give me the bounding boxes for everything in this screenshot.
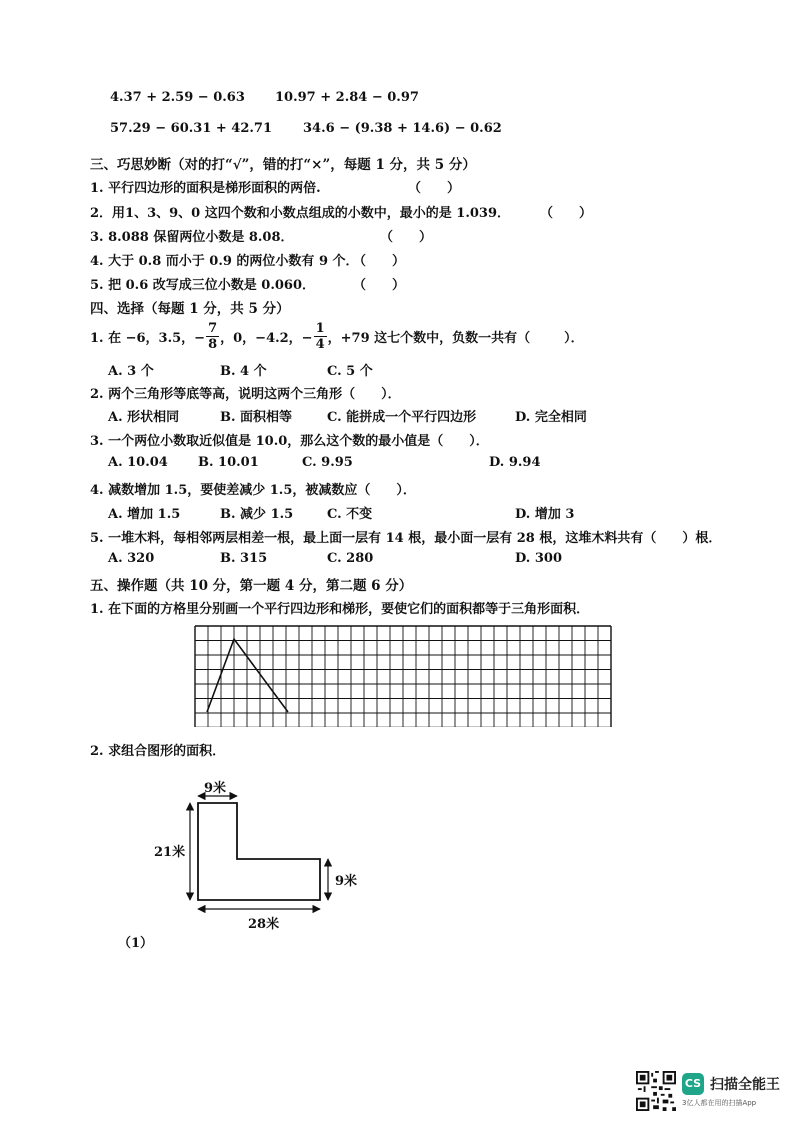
s4-question-3: 3. 一个两位小数取近似值是 10.0，那么这个数的最小值是（ ）． xyxy=(90,434,489,449)
s4-q3-option-b[interactable]: B. 10.01 xyxy=(198,455,259,470)
section-4-title: 四、选择（每题 1 分，共 5 分） xyxy=(90,301,290,317)
s4-q1-middle: ，0，−4.2，− xyxy=(220,330,313,346)
s4-question-2: 2. 两个三角形等底等高，说明这两个三角形（ ）． xyxy=(90,387,401,402)
s3-question-1: 1. 平行四边形的面积是梯形面积的两倍. xyxy=(90,181,321,196)
s4-q3-option-a[interactable]: A. 10.04 xyxy=(108,455,168,470)
section-3-title: 三、巧思妙断（对的打“√”，错的打“×”，每题 1 分，共 5 分） xyxy=(90,157,476,173)
s5-question-1: 1. 在下面的方格里分别画一个平行四边形和梯形，要使它们的面积都等于三角形面积． xyxy=(90,602,590,617)
s4-q4-option-d[interactable]: D. 增加 3 xyxy=(515,507,575,522)
s4-question-5: 5. 一堆木料，每相邻两层相差一根，最上面一层有 14 根，最小面一层有 28 根，这堆木料共有（ ）根． xyxy=(90,531,722,546)
s4-q1-suffix: ，+79 这七个数中，负数一共有（ xyxy=(327,330,531,346)
brand-name: 扫描全能王 xyxy=(710,1077,780,1093)
s4-q1-end: ）． xyxy=(564,330,584,346)
fraction-denominator: 4 xyxy=(315,336,325,352)
camscanner-logo-icon: CS xyxy=(682,1073,704,1095)
fraction-denominator: 8 xyxy=(208,336,218,352)
s4-q1-prefix: 1. 在 −6，3.5，− xyxy=(90,330,206,346)
dimension-left-label: 21米 xyxy=(154,845,186,860)
s4-q4-option-b[interactable]: B. 减少 1.5 xyxy=(220,507,294,522)
qr-code-icon xyxy=(636,1071,676,1111)
fraction-numerator: 7 xyxy=(208,320,218,336)
dimension-right-label: 9米 xyxy=(335,874,358,889)
brand-tagline: 3亿人都在用的扫描App xyxy=(682,1099,757,1107)
s4-q5-option-b[interactable]: B. 315 xyxy=(220,551,268,566)
expression-2: 10.97 + 2.84 − 0.97 xyxy=(275,90,419,105)
s4-q4-option-a[interactable]: A. 增加 1.5 xyxy=(108,507,181,522)
l-shape-outline xyxy=(198,803,320,900)
dimension-top-label: 9米 xyxy=(204,781,227,796)
answer-label-1: （1） xyxy=(118,936,154,951)
s3-answer-paren-4[interactable]: （ ） xyxy=(353,254,406,269)
s4-q3-option-d[interactable]: D. 9.94 xyxy=(489,455,541,470)
expression-1: 4.37 + 2.59 − 0.63 xyxy=(110,90,245,105)
s4-question-4: 4. 减数增加 1.5，要使差减少 1.5，被减数应（ ）． xyxy=(90,483,416,498)
dimension-bottom-label: 28米 xyxy=(248,917,280,932)
s4-q2-option-b[interactable]: B. 面积相等 xyxy=(220,410,293,425)
grid-lines xyxy=(195,626,611,727)
s4-q1-option-a[interactable]: A. 3 个 xyxy=(108,364,154,379)
expression-3: 57.29 − 60.31 + 42.71 xyxy=(110,121,273,136)
drawing-grid[interactable] xyxy=(194,625,624,727)
s3-answer-paren-2[interactable]: （ ） xyxy=(540,206,593,221)
s4-q4-option-c[interactable]: C. 不变 xyxy=(327,507,373,522)
s4-q1-option-b[interactable]: B. 4 个 xyxy=(220,364,267,379)
section-5-title: 五、操作题（共 10 分，第一题 4 分，第二题 6 分） xyxy=(90,578,413,594)
fraction-numerator: 1 xyxy=(315,320,325,336)
s3-answer-paren-1[interactable]: （ ） xyxy=(408,181,461,196)
expression-4: 34.6 − (9.38 + 14.6) − 0.62 xyxy=(303,121,502,136)
s3-question-4: 4. 大于 0.8 而小于 0.9 的两位小数有 9 个． xyxy=(90,254,359,269)
s4-question-1 xyxy=(90,320,584,352)
s3-question-2: 2．用1、3、9、0 这四个数和小数点组成的小数中，最小的是 1.039． xyxy=(90,206,510,221)
s4-q5-option-d[interactable]: D. 300 xyxy=(515,551,562,566)
s3-question-3: 3. 8.088 保留两位小数是 8.08． xyxy=(90,230,294,245)
grid-triangle xyxy=(207,639,288,712)
s5-question-2: 2. 求组合图形的面积． xyxy=(90,744,226,759)
s4-q2-option-c[interactable]: C. 能拼成一个平行四边形 xyxy=(327,410,477,425)
s3-answer-paren-3[interactable]: （ ） xyxy=(380,230,433,245)
s3-question-5: 5. 把 0.6 改写成三位小数是 0.060． xyxy=(90,278,315,293)
fraction-one-quarter xyxy=(314,321,327,352)
fraction-seven-eighths xyxy=(206,321,219,352)
s4-q5-option-a[interactable]: A. 320 xyxy=(108,551,155,566)
s4-q2-option-a[interactable]: A. 形状相同 xyxy=(108,410,180,425)
composite-figure xyxy=(150,775,380,935)
s4-q3-option-c[interactable]: C. 9.95 xyxy=(302,455,353,470)
s4-q1-option-c[interactable]: C. 5 个 xyxy=(327,364,373,379)
s4-q2-option-d[interactable]: D. 完全相同 xyxy=(515,410,587,425)
s4-q5-option-c[interactable]: C. 280 xyxy=(327,551,374,566)
s3-answer-paren-5[interactable]: （ ） xyxy=(353,278,406,293)
